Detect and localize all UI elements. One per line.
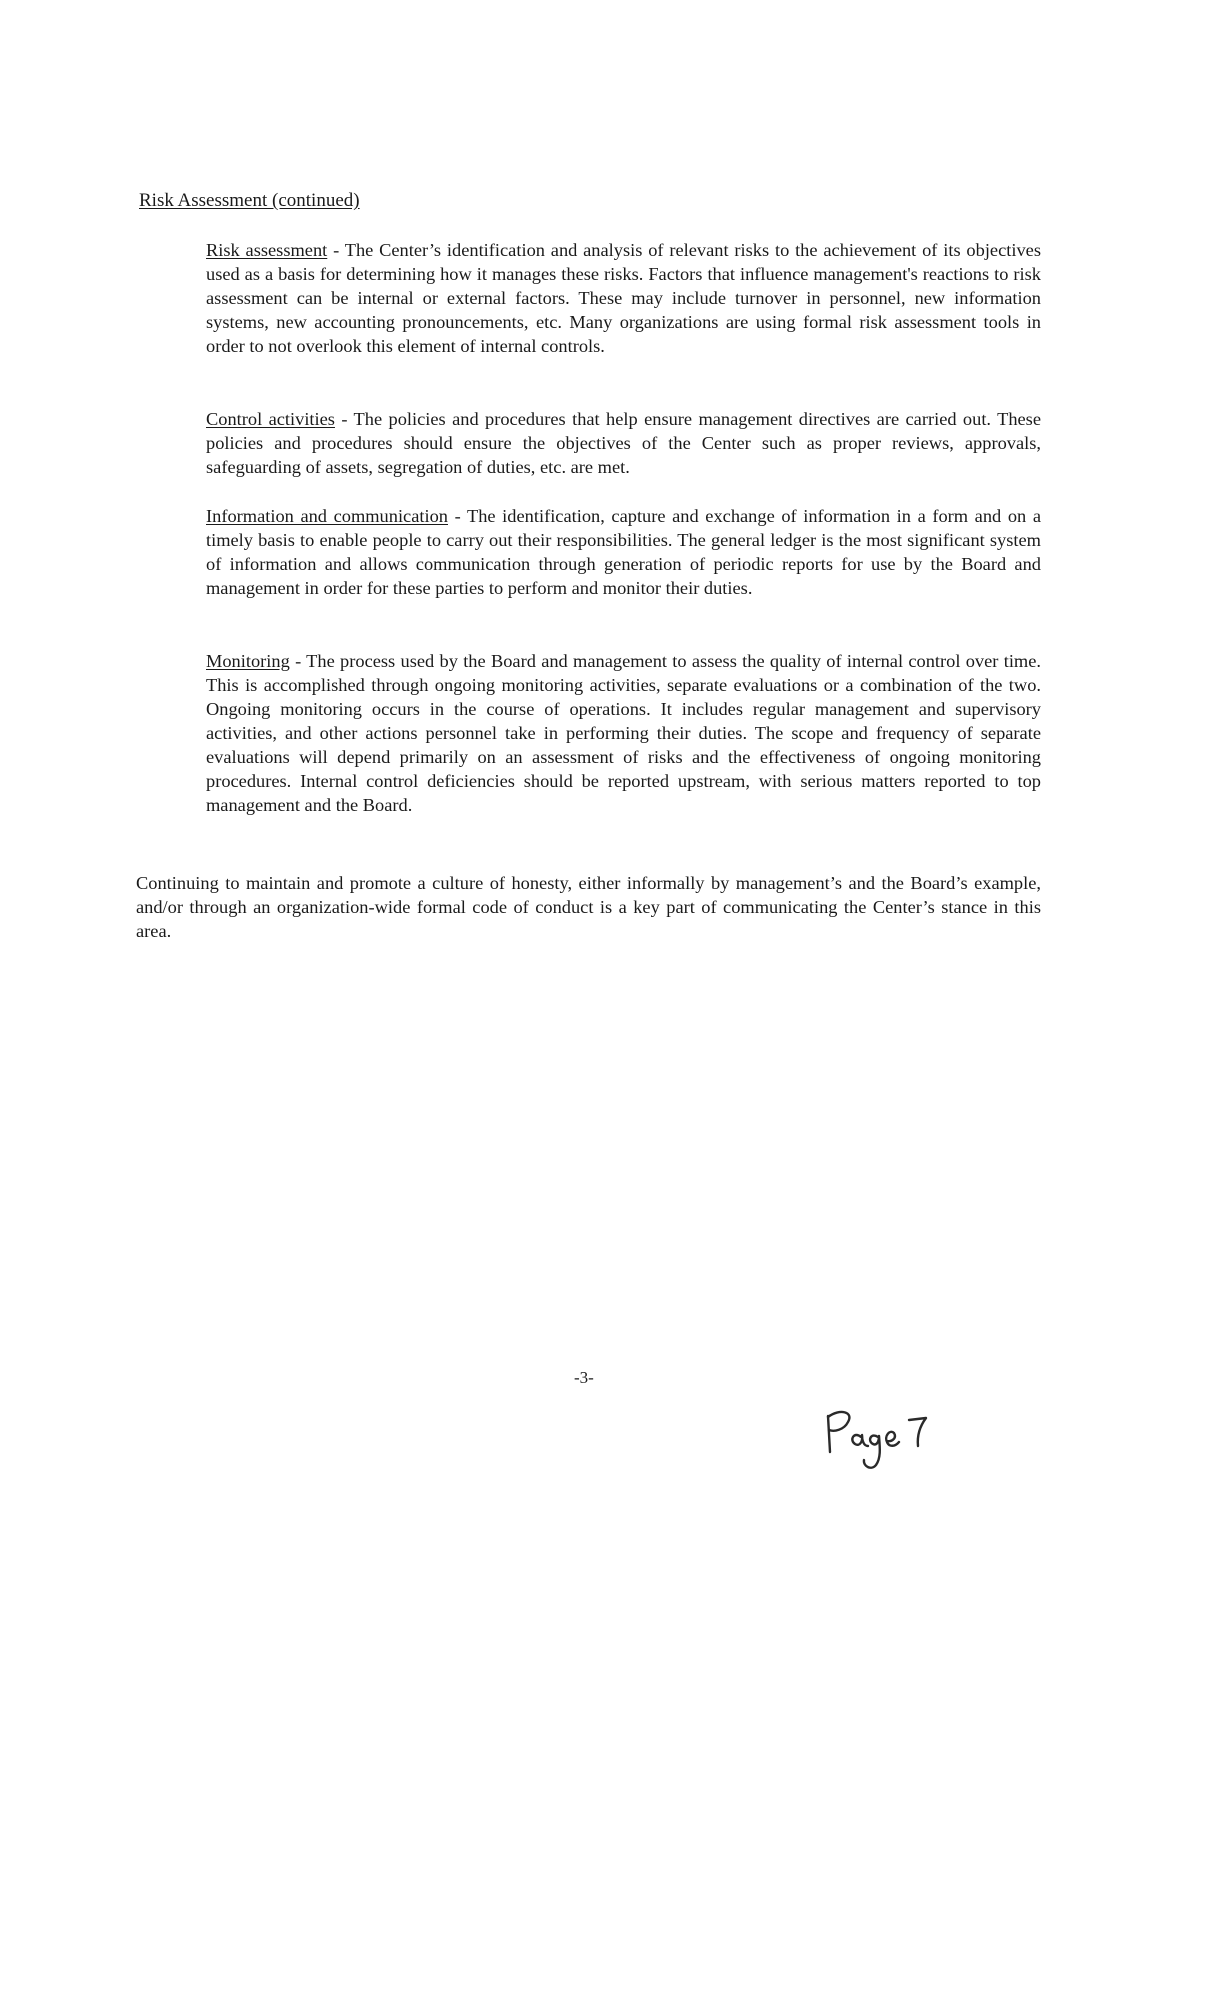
information-communication-text: - The identification, capture and exchange of information in a form and on a timely basis to enable people to carry out their responsibilities. The general ledger is the most significant system of information and allows communication through generation of periodic reports for use by the Board and management in order for these parties to perform and monitor their duties. xyxy=(206,506,1041,598)
control-activities-term: Control activities xyxy=(206,409,335,429)
information-communication-term: Information and communication xyxy=(206,506,448,526)
handwritten-page-note xyxy=(818,1402,938,1484)
monitoring-term: Monitoring xyxy=(206,651,290,671)
risk-assessment-text: - The Center’s identification and analysis of relevant risks to the achievement of its objectives used as a basis for determining how it manages these risks. Factors that influence management's reactions to risk assessment can be internal or external factors. These may include turnover in personnel, new information systems, new accounting pronouncements, etc. Many organizations are using formal risk assessment tools in order to not overlook this element of internal controls. xyxy=(206,240,1041,356)
information-communication-paragraph xyxy=(206,504,1041,600)
monitoring-text: - The process used by the Board and management to assess the quality of internal control over time. This is accomplished through ongoing monitoring activities, separate evaluations or a combination of the two. Ongoing monitoring occurs in the course of operations. It includes regular management and supervisory activities, and other actions personnel take in performing their duties. The scope and frequency of separate evaluations will depend primarily on an assessment of risks and the effectiveness of ongoing monitoring procedures. Internal control deficiencies should be reported upstream, with serious matters reported to top management and the Board. xyxy=(206,651,1041,815)
monitoring-paragraph xyxy=(206,649,1041,817)
control-activities-text: - The policies and procedures that help ensure management directives are carried out. These policies and procedures should ensure the objectives of the Center such as proper reviews, approvals, safeguarding of assets, segregation of duties, etc. are met. xyxy=(206,409,1041,477)
page-number: -3- xyxy=(574,1368,594,1387)
control-activities-paragraph xyxy=(206,407,1041,479)
closing-paragraph: Continuing to maintain and promote a culture of honesty, either informally by management’s and the Board’s example, and/or through an organization-wide formal code of conduct is a key part of communicating the Center’s stance in this area. xyxy=(136,873,1041,941)
risk-assessment-term: Risk assessment xyxy=(206,240,328,260)
risk-assessment-paragraph xyxy=(206,238,1041,358)
section-heading: Risk Assessment (continued) xyxy=(139,190,360,211)
